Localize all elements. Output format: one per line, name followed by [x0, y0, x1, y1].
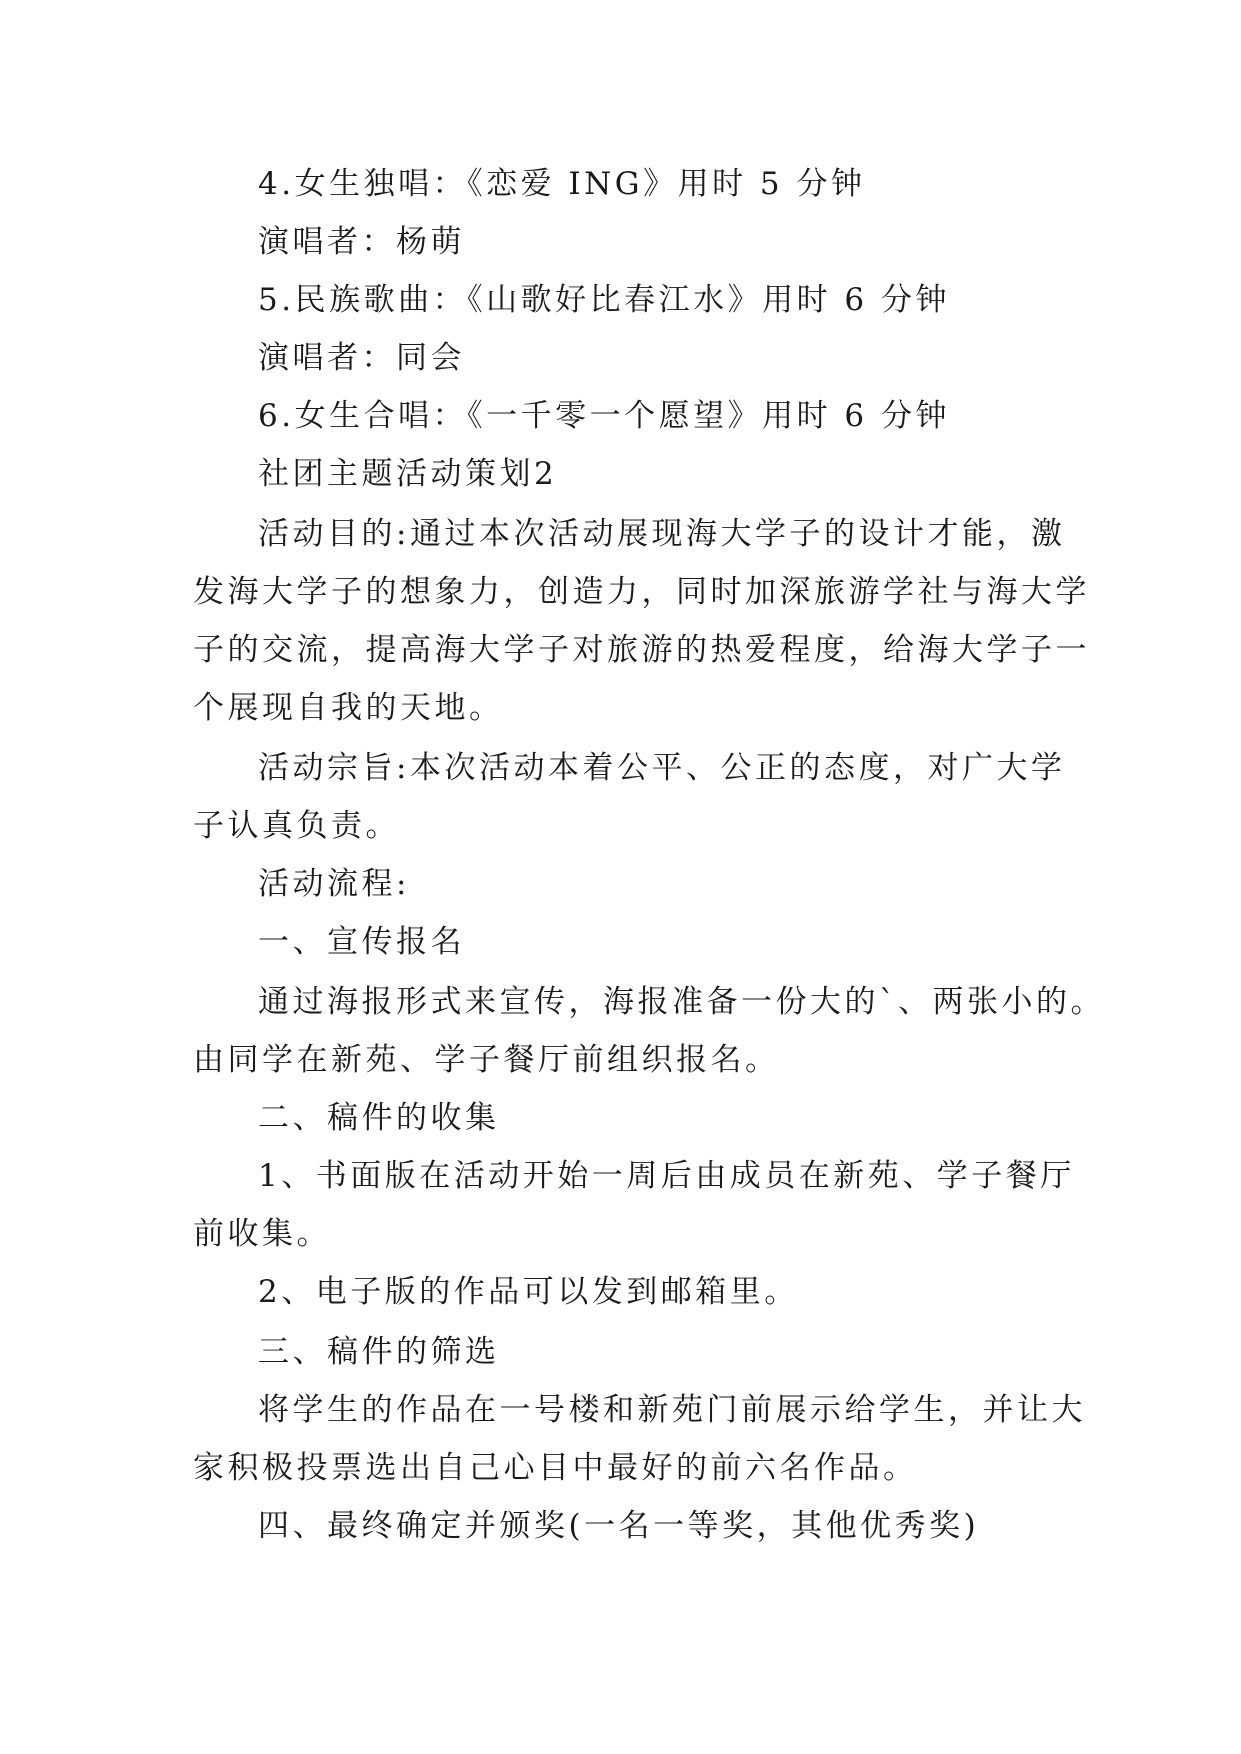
paragraph-line: 子认真负责。 — [193, 808, 400, 844]
paragraph-line: 发海大学子的想象力，创造力，同时加深旅游学社与海大学 — [193, 574, 1090, 610]
program-item-5: 5.民族歌曲：《山歌好比春江水》用时 6 分钟 — [258, 282, 951, 318]
program-item-4: 4.女生独唱：《恋爱 ING》用时 5 分钟 — [258, 166, 866, 202]
paragraph-line: 将学生的作品在一号楼和新苑门前展示给学生，并让大 — [258, 1392, 1086, 1428]
paragraph-line: 1、书面版在活动开始一周后由成员在新苑、学子餐厅 — [258, 1158, 1075, 1194]
performer-line: 演唱者：同会 — [258, 340, 465, 376]
paragraph-line: 活动流程: — [258, 866, 410, 902]
subheading: 三、稿件的筛选 — [258, 1334, 500, 1370]
paragraph-line: 活动宗旨:本次活动本着公平、公正的态度，对广大学 — [258, 750, 1066, 786]
subheading: 二、稿件的收集 — [258, 1100, 500, 1136]
paragraph-line: 活动目的:通过本次活动展现海大学子的设计才能，激 — [258, 516, 1066, 552]
paragraph-line: 家积极投票选出自己心目中最好的前六名作品。 — [193, 1450, 918, 1486]
subheading: 一、宣传报名 — [258, 924, 465, 960]
paragraph-line: 个展现自我的天地。 — [193, 690, 504, 726]
performer-line: 演唱者：杨萌 — [258, 224, 465, 260]
subheading: 四、最终确定并颁奖(一名一等奖，其他优秀奖) — [258, 1508, 980, 1544]
paragraph-line: 子的交流，提高海大学子对旅游的热爱程度，给海大学子一 — [193, 632, 1090, 668]
paragraph-line: 通过海报形式来宣传，海报准备一份大的`、两张小的。 — [258, 984, 1105, 1020]
program-item-6: 6.女生合唱：《一千零一个愿望》用时 6 分钟 — [258, 398, 951, 434]
paragraph-line: 2、电子版的作品可以发到邮箱里。 — [258, 1274, 799, 1310]
section-heading: 社团主题活动策划2 — [258, 456, 558, 492]
paragraph-line: 由同学在新苑、学子餐厅前组织报名。 — [193, 1042, 780, 1078]
paragraph-line: 前收集。 — [193, 1216, 331, 1252]
